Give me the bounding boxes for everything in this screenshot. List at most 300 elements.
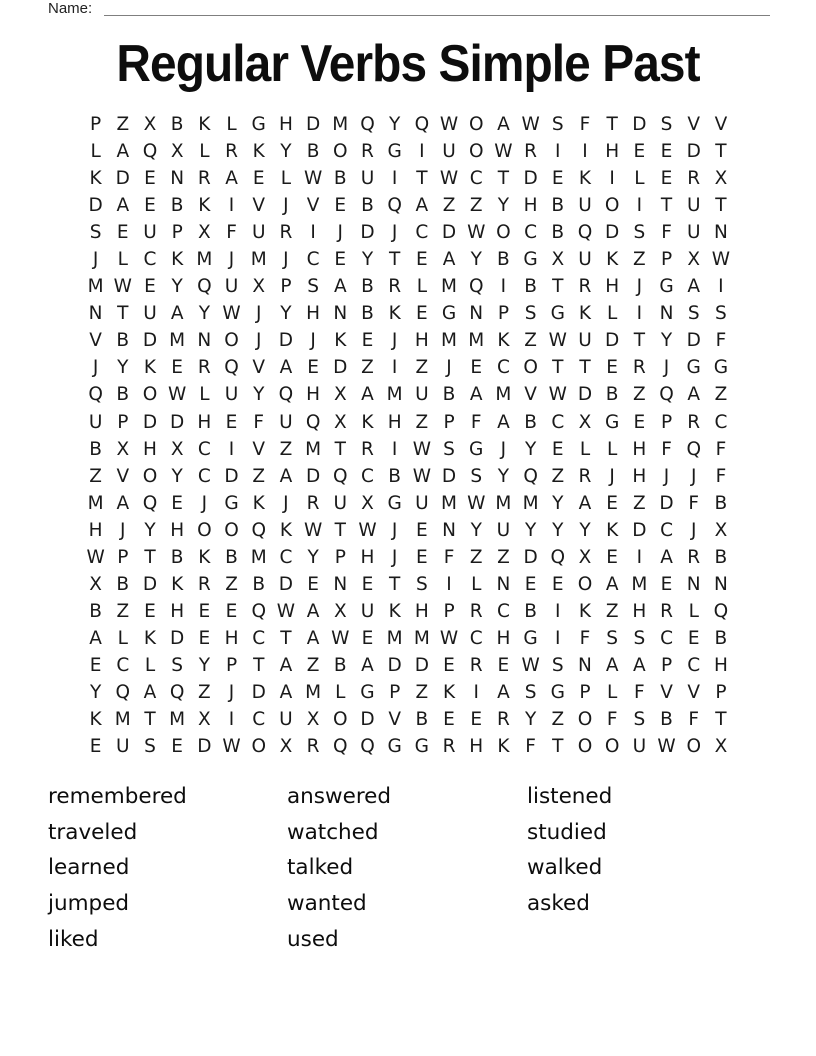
grid-cell: S: [633, 627, 646, 649]
word-item: answered: [287, 784, 392, 809]
grid-cell: R: [660, 600, 673, 622]
grid-cell: D: [659, 492, 674, 514]
grid-cell: Q: [360, 736, 375, 758]
grid-cell: P: [389, 681, 401, 703]
grid-cell: S: [89, 222, 102, 244]
grid-cell: Q: [115, 681, 131, 703]
grid-cell: E: [225, 411, 238, 433]
grid-cell: U: [442, 141, 456, 163]
word-item: remembered: [48, 784, 187, 809]
grid-cell: R: [306, 492, 320, 514]
grid-cell: C: [361, 465, 374, 487]
grid-cell: W: [467, 492, 486, 514]
grid-cell: K: [361, 411, 374, 433]
grid-row: [82, 517, 735, 544]
word-item: used: [287, 926, 339, 952]
grid-cell: D: [197, 736, 212, 758]
grid-cell: I: [391, 357, 398, 379]
grid-cell: Z: [469, 546, 483, 568]
grid-cell: Z: [415, 357, 429, 379]
grid-cell: J: [255, 303, 262, 325]
grid-cell: M: [468, 330, 485, 352]
grid-cell: L: [199, 141, 210, 163]
grid-cell: O: [686, 736, 701, 758]
grid-cell: V: [687, 114, 701, 135]
grid-cell: D: [632, 114, 647, 135]
grid-cell: L: [90, 141, 101, 163]
grid-cell: Q: [169, 681, 185, 703]
grid-cell: P: [334, 546, 346, 568]
grid-cell: H: [387, 411, 402, 433]
grid-cell: U: [632, 736, 647, 758]
grid-cell: T: [416, 168, 428, 190]
grid-cell: B: [524, 600, 537, 622]
grid-cell: K: [578, 303, 592, 325]
grid-cell: B: [89, 600, 102, 622]
word-column: [48, 779, 187, 957]
grid-cell: H: [414, 330, 429, 352]
word-item: asked: [527, 891, 590, 917]
grid-cell: T: [715, 709, 727, 731]
grid-cell: Y: [198, 303, 210, 325]
grid-cell: U: [496, 519, 511, 541]
grid-cell: L: [607, 303, 618, 325]
grid-cell: B: [116, 573, 130, 595]
grid-cell: W: [657, 736, 676, 758]
grid-cell: P: [443, 411, 455, 433]
grid-cell: T: [606, 114, 618, 135]
grid-cell: U: [143, 303, 157, 325]
grid-cell: G: [387, 736, 402, 758]
grid-cell: W: [521, 114, 540, 135]
grid-cell: J: [228, 681, 235, 703]
grid-cell: E: [660, 141, 673, 163]
grid-cell: Y: [307, 546, 319, 568]
grid-cell: E: [334, 249, 347, 271]
grid-cell: V: [252, 438, 266, 460]
grid-cell: C: [496, 600, 510, 622]
grid-cell: E: [144, 600, 156, 622]
grid-cell: M: [169, 709, 186, 731]
grid-cell: P: [117, 411, 129, 433]
word-item: watched: [287, 819, 379, 845]
word-item: traveled: [48, 819, 138, 845]
grid-cell: X: [551, 249, 565, 271]
grid-cell: J: [120, 519, 126, 541]
grid-cell: Y: [171, 276, 183, 298]
grid-cell: M: [332, 114, 349, 135]
grid-cell: F: [661, 438, 672, 460]
grid-cell: C: [714, 411, 728, 433]
grid-cell: H: [360, 546, 375, 568]
grid-cell: K: [442, 681, 456, 703]
grid-cell: K: [606, 519, 619, 541]
grid-cell: X: [170, 141, 184, 163]
grid-cell: M: [495, 384, 512, 406]
grid-cell: N: [333, 573, 348, 595]
word-item: talked: [287, 855, 354, 881]
grid-cell: I: [419, 141, 425, 163]
grid-cell: C: [197, 438, 211, 460]
grid-cell: R: [496, 709, 510, 731]
grid-cell: S: [144, 736, 156, 758]
grid-cell: K: [198, 114, 211, 135]
grid-cell: A: [116, 492, 130, 514]
grid-cell: M: [250, 546, 267, 568]
grid-cell: P: [225, 654, 238, 676]
grid-cell: G: [441, 303, 457, 325]
grid-cell: X: [687, 249, 701, 271]
grid-cell: V: [116, 465, 130, 487]
grid-row: [82, 300, 735, 327]
grid-cell: H: [632, 438, 647, 460]
grid-cell: F: [525, 736, 536, 758]
grid-cell: S: [443, 438, 455, 460]
grid-cell: K: [198, 546, 211, 568]
grid-cell: H: [143, 438, 157, 460]
grid-cell: K: [497, 736, 510, 758]
grid-cell: U: [143, 222, 157, 244]
grid-cell: F: [253, 411, 265, 433]
grid-cell: R: [361, 141, 374, 163]
grid-cell: I: [310, 222, 316, 244]
grid-cell: W: [222, 736, 241, 758]
grid-cell: R: [361, 438, 374, 460]
grid-cell: U: [686, 222, 701, 244]
grid-cell: Q: [251, 519, 266, 541]
grid-cell: S: [307, 276, 319, 298]
grid-cell: E: [171, 357, 183, 379]
grid-cell: J: [283, 492, 289, 514]
grid-cell: U: [415, 492, 429, 514]
grid-cell: E: [198, 600, 211, 622]
grid-cell: S: [551, 654, 564, 676]
grid-cell: U: [279, 709, 293, 731]
grid-cell: Q: [713, 600, 729, 622]
grid-cell: E: [551, 168, 564, 190]
grid-cell: C: [415, 222, 429, 244]
grid-cell: N: [469, 303, 484, 325]
grid-cell: E: [443, 709, 455, 731]
grid-cell: Y: [117, 357, 129, 379]
grid-cell: A: [279, 681, 293, 703]
grid-cell: X: [361, 492, 374, 514]
grid-cell: A: [225, 168, 238, 190]
grid-cell: U: [224, 384, 239, 406]
grid-cell: H: [197, 411, 212, 433]
word-item: wanted: [287, 891, 367, 917]
grid-cell: N: [197, 330, 212, 352]
grid-cell: G: [604, 411, 620, 433]
grid-cell: K: [171, 249, 184, 271]
grid-cell: F: [226, 222, 237, 244]
grid-cell: N: [713, 222, 728, 244]
grid-cell: V: [714, 114, 728, 135]
grid-cell: H: [170, 519, 185, 541]
grid-cell: P: [579, 681, 591, 703]
grid-row: [82, 652, 735, 679]
grid-cell: L: [199, 384, 210, 406]
grid-cell: E: [524, 573, 537, 595]
grid-cell: W: [439, 627, 459, 649]
grid-cell: B: [714, 546, 728, 568]
grid-cell: U: [116, 736, 130, 758]
grid-cell: V: [252, 357, 266, 379]
grid-cell: A: [497, 681, 510, 703]
grid-cell: Y: [552, 492, 564, 514]
grid-cell: A: [442, 249, 456, 271]
grid-cell: T: [144, 546, 156, 568]
grid-cell: T: [552, 357, 564, 379]
grid-cell: A: [279, 465, 293, 487]
grid-cell: S: [470, 465, 483, 487]
grid-row: [82, 381, 735, 408]
grid-cell: W: [412, 465, 431, 487]
grid-cell: Y: [280, 303, 292, 325]
grid-cell: E: [198, 627, 211, 649]
grid-cell: L: [416, 276, 427, 298]
grid-cell: G: [523, 249, 538, 271]
grid-cell: R: [197, 573, 211, 595]
grid-cell: B: [524, 411, 537, 433]
grid-cell: L: [280, 168, 292, 190]
grid-cell: V: [306, 195, 320, 217]
grid-cell: Z: [551, 709, 565, 731]
grid-cell: Y: [361, 249, 374, 271]
grid-cell: U: [88, 411, 103, 433]
grid-cell: J: [92, 249, 99, 271]
grid-cell: E: [660, 573, 673, 595]
grid-cell: J: [663, 357, 670, 379]
grid-cell: B: [660, 709, 673, 731]
grid-cell: Y: [389, 114, 401, 135]
grid-cell: X: [252, 276, 266, 298]
grid-cell: P: [660, 249, 673, 271]
grid-cell: R: [306, 736, 320, 758]
grid-cell: D: [605, 330, 620, 352]
grid-cell: D: [305, 114, 321, 135]
grid-cell: I: [555, 627, 561, 649]
grid-cell: A: [497, 114, 510, 135]
grid-cell: E: [606, 546, 618, 568]
grid-cell: C: [687, 654, 701, 676]
grid-cell: H: [414, 600, 429, 622]
grid-cell: T: [389, 249, 401, 271]
grid-cell: N: [686, 573, 701, 595]
grid-cell: H: [605, 141, 620, 163]
grid-cell: W: [276, 600, 296, 622]
grid-cell: K: [252, 492, 265, 514]
grid-cell: P: [280, 276, 292, 298]
grid-cell: E: [470, 357, 483, 379]
grid-cell: X: [333, 600, 347, 622]
grid-cell: A: [279, 654, 293, 676]
word-column: [287, 779, 391, 957]
grid-cell: T: [715, 195, 727, 217]
grid-cell: R: [197, 357, 211, 379]
grid-cell: L: [688, 600, 699, 622]
grid-cell: R: [442, 736, 456, 758]
grid-cell: B: [116, 384, 130, 406]
grid-cell: X: [116, 438, 130, 460]
grid-cell: K: [279, 519, 292, 541]
grid-cell: D: [333, 357, 348, 379]
grid-cell: X: [333, 411, 347, 433]
grid-cell: Y: [198, 654, 210, 676]
grid-cell: M: [441, 276, 458, 298]
grid-cell: J: [690, 465, 697, 487]
grid-cell: C: [469, 627, 483, 649]
grid-cell: G: [550, 681, 565, 703]
grid-cell: O: [224, 330, 239, 352]
grid-cell: A: [170, 303, 184, 325]
grid-cell: E: [171, 492, 183, 514]
grid-cell: S: [633, 709, 646, 731]
grid-cell: J: [391, 546, 398, 568]
grid-cell: M: [196, 249, 213, 271]
grid-cell: L: [226, 114, 237, 135]
grid-row: [82, 679, 735, 706]
grid-cell: W: [113, 276, 132, 298]
grid-cell: C: [469, 168, 483, 190]
grid-cell: Y: [470, 249, 482, 271]
grid-cell: U: [224, 276, 239, 298]
word-item: jumped: [48, 891, 130, 917]
grid-cell: B: [497, 249, 510, 271]
grid-cell: D: [142, 573, 158, 595]
grid-cell: H: [469, 736, 484, 758]
grid-cell: Z: [497, 546, 510, 568]
grid-cell: N: [496, 573, 511, 595]
grid-cell: M: [386, 384, 403, 406]
grid-cell: N: [578, 654, 592, 676]
grid-cell: C: [524, 222, 538, 244]
grid-cell: Y: [579, 519, 591, 541]
grid-cell: W: [412, 438, 431, 460]
grid-cell: I: [391, 438, 398, 460]
grid-cell: D: [278, 573, 294, 595]
grid-cell: F: [661, 222, 672, 244]
grid-cell: L: [117, 249, 128, 271]
grid-row: [82, 246, 735, 273]
grid-cell: H: [523, 195, 538, 217]
grid-cell: B: [333, 168, 347, 190]
grid-cell: X: [714, 736, 728, 758]
grid-cell: M: [495, 492, 512, 514]
grid-cell: R: [687, 546, 701, 568]
grid-cell: H: [713, 654, 728, 676]
grid-cell: O: [604, 736, 620, 758]
grid-cell: K: [171, 573, 184, 595]
grid-cell: O: [523, 357, 538, 379]
grid-cell: D: [360, 222, 375, 244]
grid-cell: P: [443, 600, 455, 622]
grid-cell: B: [170, 114, 184, 135]
grid-cell: M: [441, 492, 458, 514]
grid-cell: E: [89, 654, 102, 676]
grid-cell: Z: [551, 465, 565, 487]
grid-cell: E: [443, 654, 455, 676]
grid-cell: Q: [305, 411, 321, 433]
grid-cell: D: [170, 627, 185, 649]
grid-cell: J: [391, 519, 398, 541]
grid-cell: W: [168, 384, 187, 406]
grid-cell: O: [468, 141, 484, 163]
grid-cell: B: [306, 141, 320, 163]
grid-cell: U: [360, 168, 375, 190]
grid-cell: S: [606, 627, 619, 649]
grid-cell: Y: [497, 195, 510, 217]
grid-cell: O: [496, 222, 511, 244]
grid-cell: L: [144, 654, 156, 676]
grid-cell: J: [391, 222, 398, 244]
grid-cell: E: [415, 519, 428, 541]
grid-row: [82, 544, 735, 571]
grid-cell: C: [252, 709, 266, 731]
grid-cell: A: [497, 411, 510, 433]
grid-cell: E: [687, 627, 700, 649]
grid-cell: B: [442, 384, 456, 406]
grid-cell: U: [686, 195, 701, 217]
grid-row: [82, 571, 735, 598]
grid-cell: S: [415, 573, 428, 595]
grid-cell: O: [224, 519, 239, 541]
grid-cell: I: [473, 681, 479, 703]
grid-cell: D: [305, 465, 321, 487]
grid-row: [82, 436, 735, 463]
grid-cell: N: [170, 168, 185, 190]
grid-cell: B: [524, 276, 537, 298]
grid-cell: D: [224, 465, 239, 487]
grid-cell: D: [441, 222, 457, 244]
grid-cell: A: [605, 573, 619, 595]
grid-cell: O: [142, 465, 158, 487]
grid-cell: Y: [144, 519, 156, 541]
grid-cell: D: [686, 330, 701, 352]
grid-cell: A: [578, 492, 592, 514]
grid-cell: S: [524, 681, 537, 703]
grid-cell: Q: [550, 546, 566, 568]
grid-cell: C: [551, 411, 565, 433]
grid-cell: B: [116, 330, 130, 352]
word-item: listened: [527, 784, 613, 809]
grid-cell: F: [470, 411, 482, 433]
grid-cell: T: [660, 195, 673, 217]
grid-cell: M: [305, 438, 322, 460]
grid-cell: T: [715, 141, 727, 163]
grid-cell: Z: [252, 465, 266, 487]
grid-cell: A: [605, 654, 619, 676]
grid-cell: K: [143, 627, 157, 649]
grid-cell: U: [415, 384, 429, 406]
grid-cell: B: [170, 546, 184, 568]
grid-cell: T: [552, 736, 564, 758]
grid-cell: F: [715, 438, 727, 460]
grid-cell: D: [170, 411, 185, 433]
grid-cell: C: [496, 357, 510, 379]
grid-cell: Y: [524, 519, 537, 541]
grid-cell: J: [391, 330, 398, 352]
grid-cell: X: [279, 736, 293, 758]
grid-cell: M: [522, 492, 539, 514]
grid-cell: B: [551, 222, 565, 244]
grid-cell: E: [307, 573, 319, 595]
grid-cell: V: [252, 195, 266, 217]
grid-cell: F: [606, 709, 618, 731]
word-item: learned: [48, 855, 130, 881]
grid-cell: I: [446, 573, 452, 595]
grid-cell: U: [251, 222, 266, 244]
